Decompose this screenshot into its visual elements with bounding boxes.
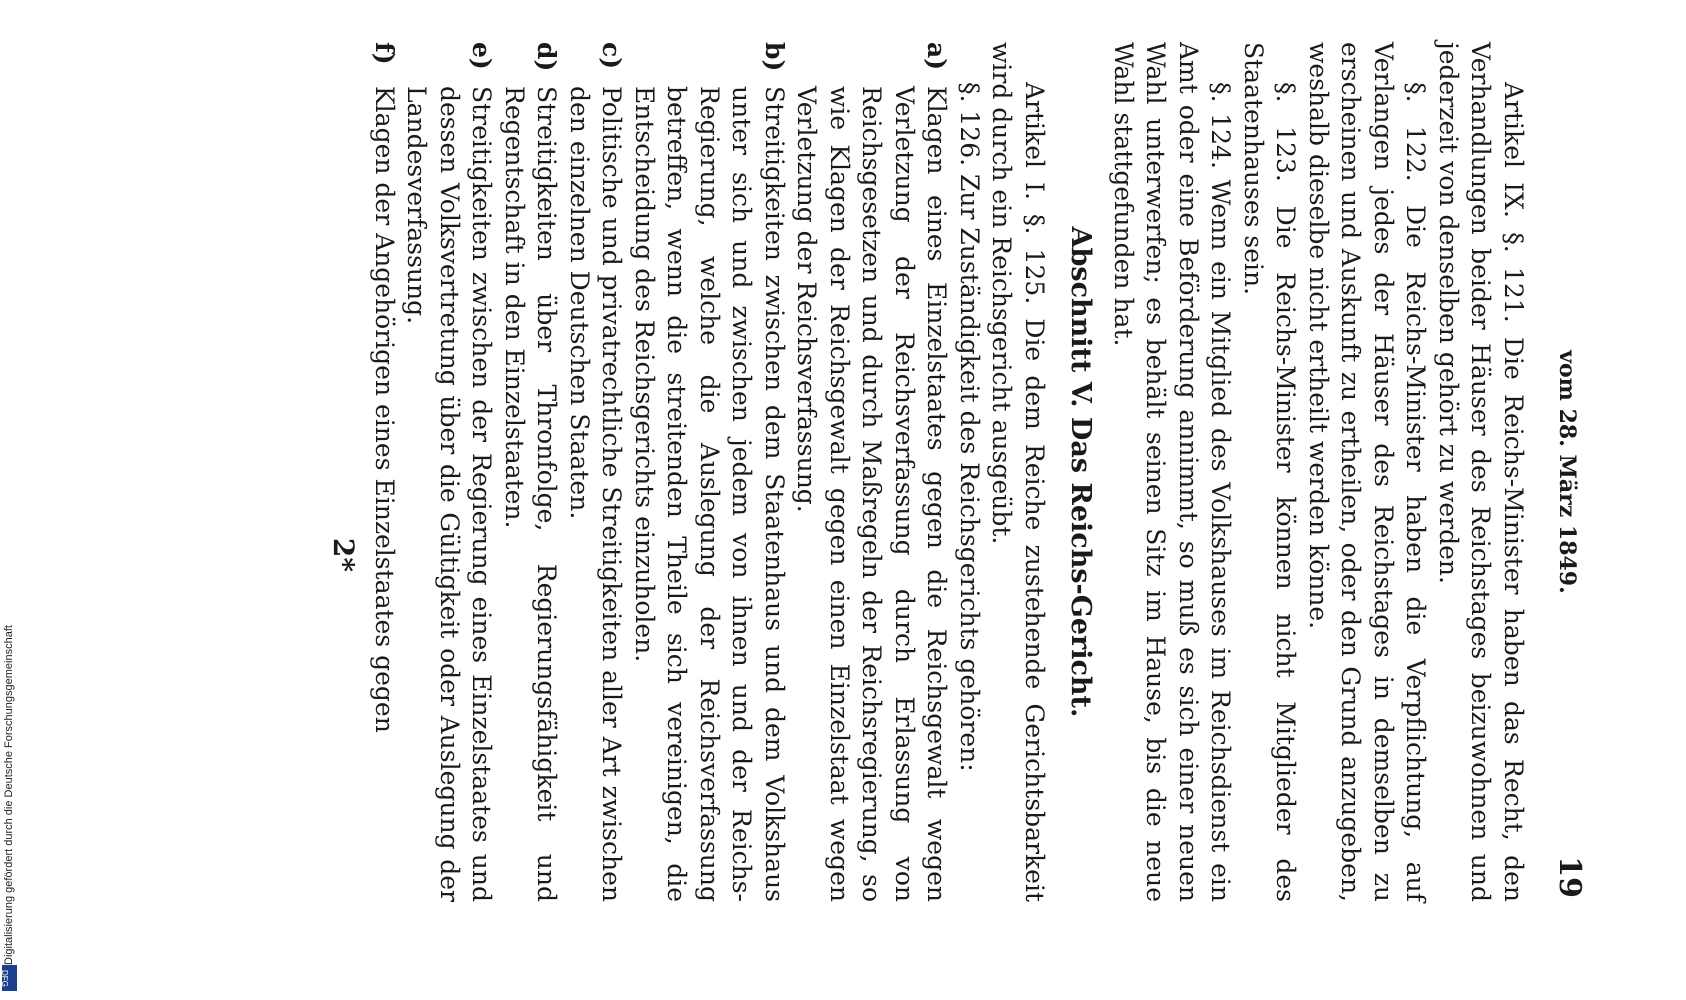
list-marker: f) (370, 42, 399, 65)
list-item (628, 42, 791, 902)
running-header (1529, 42, 1585, 902)
list-marker: a) (922, 42, 952, 71)
list-item (563, 42, 628, 902)
list-marker: d) (532, 42, 562, 72)
paragraph-124: §. 124. Wenn ein Mitglied des Volkshauses im Reichsdienst ein Amt oder eine Beförderung annimmt, so muß es sich einer neuen Wahl unterwerfen; es behält seinen Sitz im Hause, bis die neue Wahl stattgefunden hat. (1109, 42, 1236, 902)
list-item (400, 42, 498, 902)
list-item-text: Streitigkeiten zwischen der Regierung eines Einzelstaates und dessen Volksvertretung über die Gültigkeit oder Auslegung der Landesverfassung. (402, 86, 497, 902)
list-item-text: Streitigkeiten zwischen dem Staatenhaus und dem Volkshaus unter sich und zwischen jedem von ihnen und der Reichs-Regierung, welche die Auslegung der Reichsverfassung betreffen, wenn die streitenden Theile sich vereinigen, die Entscheidung des Reichsgerichts einzuholen. (630, 86, 789, 902)
list-marker: b) (760, 42, 789, 72)
list-item-text: Streitigkeiten über Thronfolge, Regierungsfähigkeit und Regentschaft in den Einzelstaaten. (500, 86, 562, 902)
list-item (790, 42, 953, 902)
digitization-credit (2, 35, 22, 1000)
page-number: 19 (1552, 856, 1587, 898)
section-heading: Abschnitt V. Das Reichs-Gericht. (1065, 226, 1097, 718)
dfg-logo-icon: DFG (2, 965, 17, 991)
credit-text: Digitalisierung gefördert durch die Deutsche Forschungsgemeinschaft (3, 625, 15, 965)
paragraph-122: §. 122. Die Reichs-Minister haben die Verpflichtung, auf Verlangen jedes der Häuser des Reichstages in demselben zu erscheinen und Auskunft zu ertheilen, oder den Grund anzugeben, weshalb dieselbe nicht ertheilt werden könne. (1304, 42, 1431, 902)
paragraph-126-intro: §. 126. Zur Zuständigkeit des Reichsgerichts gehören: (955, 82, 984, 772)
list-item (368, 42, 401, 902)
list-item-text: Klagen eines Einzelstaates gegen die Reichsgewalt wegen Verletzung der Reichsverfassung durch Erlassung von Reichsgesetzen und durch Maßregeln der Reichsregierung, so wie Klagen der Reichsgewalt gegen einen Einzelstaat wegen Verletzung der Reichsverfassung. (792, 86, 952, 902)
paragraph-125: Artikel I. §. 125. Die dem Reiche zustehende Gerichtsbarkeit wird durch ein Reichsgericht ausgeübt. (987, 42, 1049, 902)
rotated-page-content (165, 42, 1585, 902)
running-head-date: vom 28. März 1849. (1554, 350, 1580, 594)
list-item-text: Klagen der Angehörigen eines Einzelstaates gegen (370, 86, 399, 733)
list-item (498, 42, 563, 902)
list-marker: e) (467, 42, 497, 70)
signature-mark: 2* (327, 537, 361, 572)
paragraph-121: Artikel IX. §. 121. Die Reichs-Minister haben das Recht, den Verhandlungen beider Häuser des Reichstages beizuwohnen und jederzeit von denselben gehört zu werden. (1434, 42, 1528, 902)
list-marker: c) (597, 42, 627, 70)
list-item-text: Politische und privatrechtliche Streitigkeiten aller Art zwischen den einzelnen Deutschen Staaten. (565, 86, 627, 902)
paragraph-123: §. 123. Die Reichs-Minister können nicht Mitglieder des Staatenhauses sein. (1239, 42, 1301, 902)
